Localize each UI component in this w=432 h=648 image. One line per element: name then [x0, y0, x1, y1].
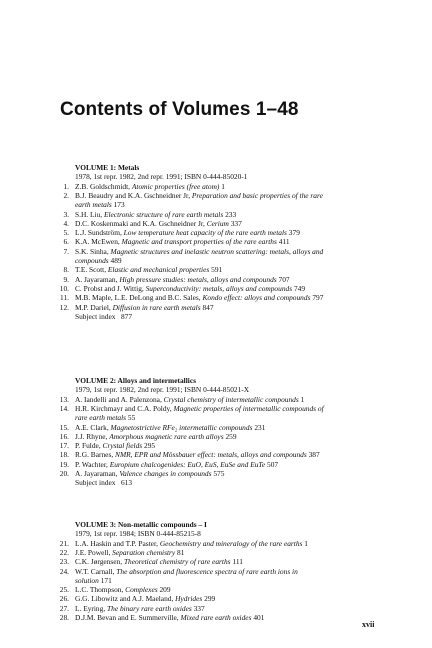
chapter-number: 25.: [59, 585, 69, 595]
chapter-title-continued: earth metals: [75, 200, 112, 210]
chapter-text: [75, 237, 375, 246]
chapter-authors: K.A. McEwen,: [75, 237, 122, 247]
chapter-text: [75, 182, 375, 191]
subject-index: Subject index 613: [75, 478, 133, 488]
chapter-page: 401: [253, 613, 265, 622]
chapter-number: 19.: [59, 459, 69, 469]
chapter-title: The binary rare earth oxides: [107, 603, 192, 613]
chapter-page: 55: [127, 413, 136, 423]
chapter-authors: G.G. Libowitz and A.J. Maeland,: [75, 594, 176, 604]
chapter-authors: W.T. Carnall,: [75, 566, 117, 576]
chapter-authors: P. Wachter,: [75, 459, 110, 469]
chapter-title: Crystal fields: [102, 441, 143, 451]
chapter-page: 847: [202, 302, 214, 312]
volume-heading: VOLUME 3: Non-metallic compounds – I: [75, 520, 207, 529]
chapter-authors: J.E. Powell,: [75, 547, 113, 557]
chapter-number: 20.: [59, 469, 69, 478]
chapter-authors: D.C. Koskenmaki and K.A. Gschneidner Jr,: [75, 218, 207, 228]
chapter-authors: S.K. Sinha,: [75, 246, 111, 256]
chapter-page: 387: [308, 450, 320, 460]
chapter-title: Europium chalcogenides: EuO, EuS, EuSe and EuTe: [109, 459, 266, 469]
volume-publication-info: 1979, 1st repr. 1982, 2nd repr. 1991; ISBN 0-444-85021-X: [75, 385, 250, 395]
chapter-text: [75, 548, 375, 557]
chapter-number: 1.: [63, 181, 69, 191]
chapter-page: 1: [300, 394, 305, 404]
chapter-page: 379: [288, 228, 300, 238]
chapter-page: 171: [100, 575, 112, 585]
chapter-authors: L.C. Thompson,: [75, 585, 126, 595]
chapter-number: 13.: [59, 394, 69, 404]
chapter-number: 14.: [59, 403, 69, 413]
chapter-page: 707: [278, 274, 290, 284]
chapter-page: 209: [159, 585, 171, 595]
chapter-authors: A. Jayaraman,: [75, 274, 120, 284]
chapter-text: [75, 210, 375, 219]
chapter-number: 27.: [59, 603, 69, 613]
chapter-authors: L.A. Haskin and T.P. Paster,: [75, 538, 160, 548]
chapter-title: Magnetic properties of intermetallic compounds of: [173, 403, 324, 413]
chapter-title: Magnetic and transport properties of the rare earths: [121, 237, 277, 247]
chapter-number: 12.: [59, 302, 69, 312]
chapter-text: [75, 460, 375, 469]
chapter-title: Magnetic structures and inelastic neutron scattering: metals, alloys and: [110, 246, 324, 256]
chapter-authors: P. Fulde,: [75, 441, 103, 451]
volume-heading: VOLUME 2: Alloys and intermetallics: [75, 376, 196, 385]
chapter-text: [75, 265, 375, 274]
chapter-authors: M.B. Maple, L.E. DeLong and B.C. Sales,: [75, 293, 203, 303]
chapter-authors: S.H. Liu,: [75, 209, 104, 219]
chapter-text: [75, 613, 375, 622]
chapter-title: The absorption and fluorescence spectra of rare earth ions in: [116, 566, 298, 576]
page-number: xvii: [362, 620, 375, 629]
chapter-authors: M.P. Dariel,: [75, 302, 113, 312]
chapter-page: 111: [232, 557, 243, 567]
chapter-text: [75, 284, 375, 293]
volume-publication-info: 1978, 1st repr. 1982, 2nd repr. 1991; ISBN 0-444-85020-1: [75, 172, 248, 182]
chapter-title: Atomic properties (free atom): [131, 181, 220, 191]
chapter-number: 18.: [59, 450, 69, 460]
chapter-number: 24.: [59, 566, 69, 576]
chapter-text: [75, 432, 375, 441]
chapter-number: 28.: [59, 613, 69, 622]
chapter-number: 17.: [59, 441, 69, 451]
page-title: Contents of Volumes 1–48: [60, 99, 299, 120]
volume-heading: VOLUME 1: Metals: [75, 163, 140, 172]
chapter-page: 1: [304, 538, 308, 548]
chapter-number: 23.: [59, 557, 69, 567]
chapter-number: 6.: [63, 237, 69, 247]
chapter-authors: R.G. Barnes,: [75, 450, 116, 460]
chapter-page: 575: [213, 469, 225, 478]
chapter-authors: A.E. Clark,: [75, 422, 111, 432]
chapter-authors: A. Jayaraman,: [75, 469, 120, 478]
chapter-authors: D.J.M. Bevan and E. Summerville,: [75, 613, 181, 622]
chapter-title: Valence changes in compounds: [119, 469, 212, 478]
chapter-page: 231: [254, 422, 266, 432]
chapter-authors: L. Eyring,: [75, 603, 108, 613]
chapter-page: 797: [312, 293, 324, 303]
subject-index: Subject index 877: [75, 311, 133, 321]
chapter-authors: B.J. Beaudry and K.A. Gschneidner Jr,: [75, 190, 192, 200]
chapter-text: [75, 557, 375, 566]
chapter-title: Electronic structure of rare earth metals: [103, 209, 224, 219]
chapter-text: [75, 604, 375, 613]
chapter-title-continued: solution: [75, 575, 99, 585]
chapter-title: High pressure studies: metals, alloys and compounds: [119, 274, 277, 284]
chapter-title: Kondo effect: alloys and compounds: [202, 293, 311, 303]
chapter-title: Magnetostrictive RFe₂ intermetallic compounds: [110, 422, 253, 432]
chapter-page: 259: [225, 431, 237, 441]
chapter-text: [75, 293, 375, 302]
chapter-title-continued: rare earth metals: [75, 413, 127, 423]
chapter-text: [75, 423, 375, 432]
chapter-authors: C. Probst and J. Wittig,: [75, 283, 146, 293]
chapter-authors: J.J. Rhyne,: [75, 431, 110, 441]
chapter-page: 507: [267, 459, 279, 469]
chapter-title-continued: compounds: [75, 255, 109, 265]
chapter-authors: A. Iandelli and A. Palenzona,: [75, 394, 164, 404]
chapter-title: Cerium: [206, 218, 229, 228]
chapter-number: 3.: [63, 209, 69, 219]
chapter-number: 16.: [59, 431, 69, 441]
chapter-number: 22.: [59, 547, 69, 557]
chapter-title: Diffusion in rare earth metals: [112, 302, 201, 312]
volume-publication-info: 1979, 1st repr. 1984; ISBN 0-444-85215-8: [75, 529, 201, 539]
chapter-authors: T.E. Scott,: [75, 265, 108, 275]
chapter-title: Hydrides: [175, 594, 203, 604]
chapter-page: 489: [110, 255, 122, 265]
chapter-authors: Z.B. Goldschmidt,: [75, 181, 132, 191]
chapter-authors: C.K. Jørgensen,: [75, 557, 124, 567]
chapter-title: Superconductivity: metals, alloys and compounds: [145, 283, 293, 293]
chapter-title: NMR, EPR and Mössbauer effect: metals, alloys and compounds: [115, 450, 307, 460]
chapter-text: [75, 275, 375, 284]
chapter-page: 591: [211, 265, 223, 275]
chapter-page: 81: [177, 547, 185, 557]
chapter-text: [75, 219, 375, 228]
chapter-title: Separation chemistry: [112, 547, 176, 557]
chapter-text: [75, 469, 375, 478]
chapter-authors: L.J. Sundström,: [75, 228, 124, 238]
chapter-number: 11.: [60, 293, 69, 303]
chapter-page: 337: [230, 218, 242, 228]
chapter-number: 7.: [63, 246, 69, 256]
chapter-page: 233: [225, 209, 237, 219]
chapter-number: 26.: [59, 594, 69, 604]
chapter-number: 10.: [59, 283, 69, 293]
chapter-title: Elastic and mechanical properties: [107, 265, 210, 275]
chapter-number: 5.: [63, 228, 69, 238]
chapter-text: [75, 567, 375, 586]
chapter-number: 8.: [63, 265, 69, 275]
chapter-page: 749: [293, 283, 306, 293]
chapter-page: 173: [113, 200, 125, 210]
chapter-page: 411: [278, 237, 290, 247]
chapter-text: [75, 395, 375, 404]
chapter-page: 1: [221, 181, 225, 191]
chapter-page: 299: [204, 594, 216, 604]
chapter-text: [75, 404, 375, 423]
chapter-number: 9.: [63, 274, 69, 284]
chapter-text: [75, 450, 375, 459]
chapter-text: [75, 594, 375, 603]
chapter-title: Low temperature heat capacity of the rare earth metals: [123, 228, 287, 238]
chapter-page: 295: [144, 441, 156, 451]
chapter-text: [75, 585, 375, 594]
chapter-title: Geochemistry and mineralogy of the rare earths: [159, 538, 303, 548]
chapter-text: [75, 247, 375, 266]
chapter-text: [75, 539, 375, 548]
chapter-number: 21.: [59, 538, 69, 548]
chapter-text: [75, 191, 375, 210]
chapter-number: 2.: [63, 190, 69, 200]
chapter-title: Mixed rare earth oxides: [180, 613, 252, 622]
chapter-title: Preparation and basic properties of the rare: [191, 190, 323, 200]
chapter-text: [75, 228, 375, 237]
chapter-title: Theoretical chemistry of rare earths: [123, 557, 231, 567]
chapter-title: Crystal chemistry of intermetallic compounds: [163, 394, 299, 404]
chapter-number: 4.: [63, 218, 69, 228]
chapter-title: Complexes: [125, 585, 158, 595]
chapter-authors: H.R. Kirchmayr and C.A. Poldy,: [75, 403, 174, 413]
chapter-text: [75, 441, 375, 450]
chapter-number: 15.: [59, 422, 69, 432]
chapter-title: Amorphous magnetic rare earth alloys: [109, 431, 224, 441]
chapter-text: [75, 303, 375, 312]
chapter-page: 337: [193, 603, 205, 613]
